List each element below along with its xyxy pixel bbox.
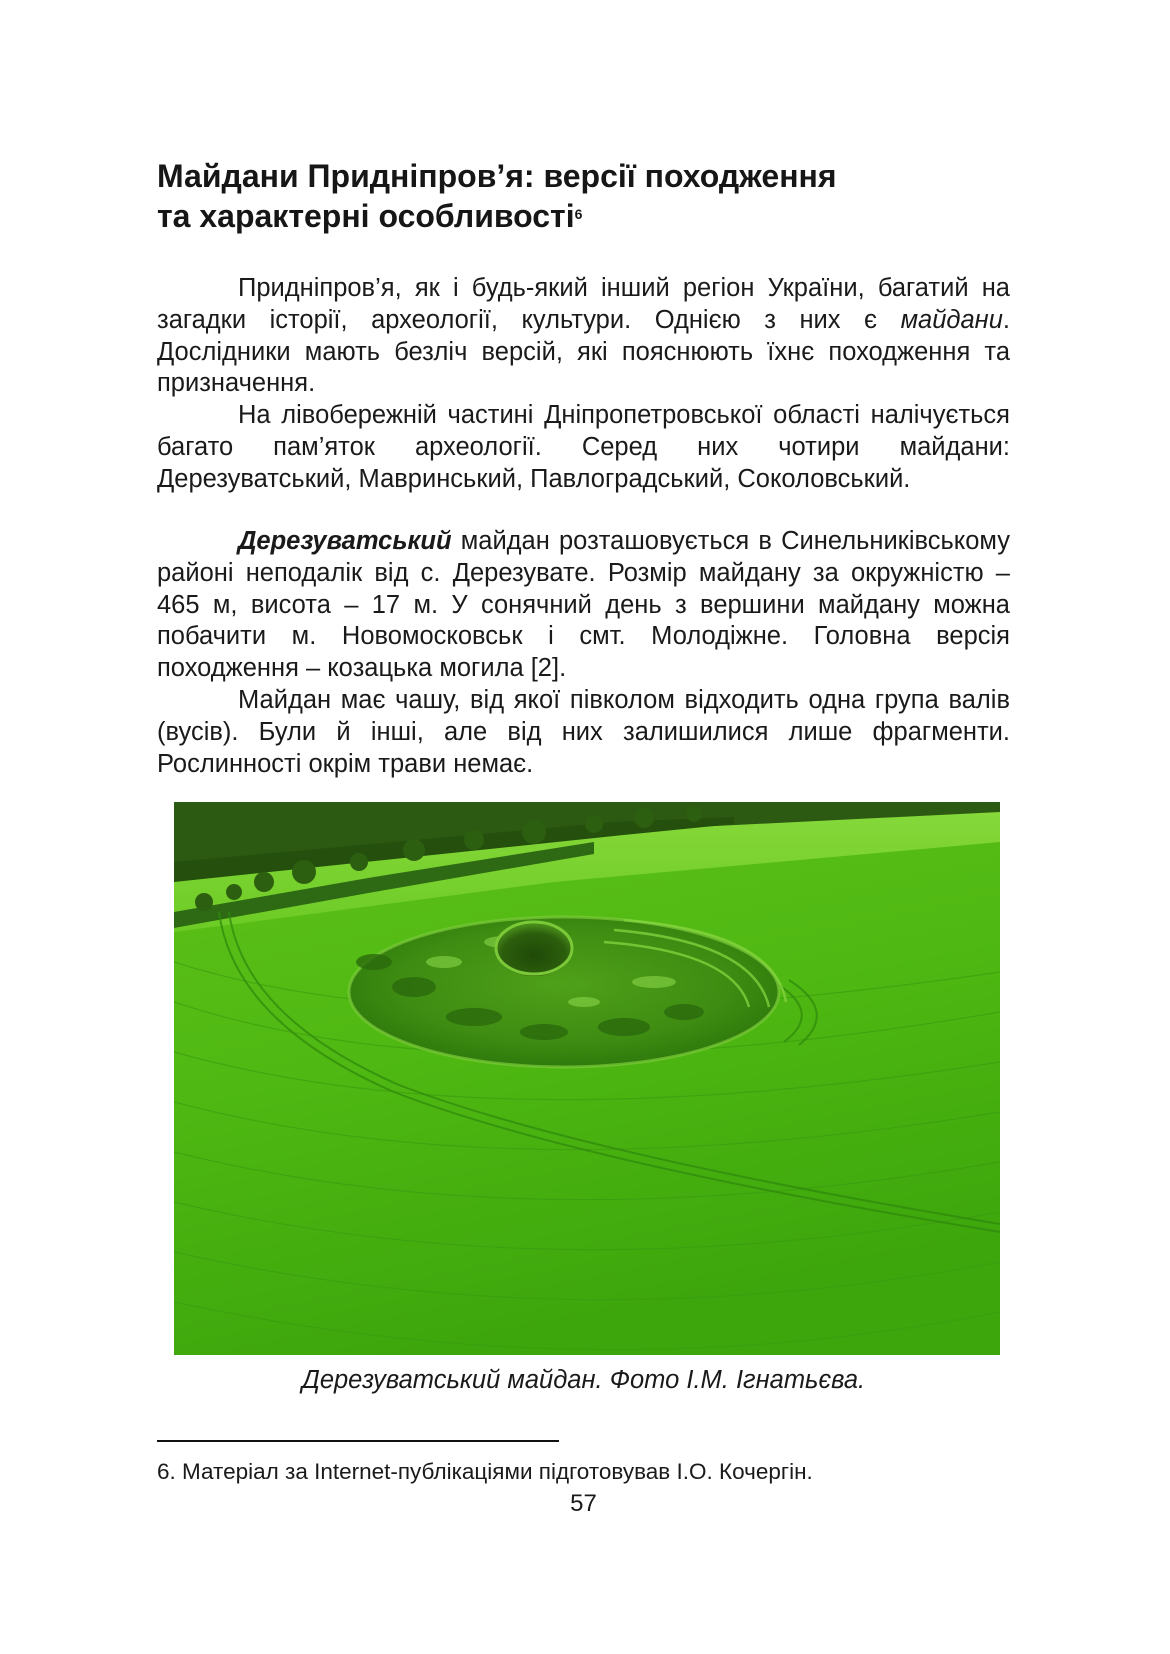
intro-block <box>157 273 1010 496</box>
title-footnote-ref: 6 <box>574 206 583 222</box>
section-term: Дерезуватський <box>238 527 452 555</box>
emphasis-maidany: майдани <box>900 305 1003 334</box>
section-paragraph-1: Дерезуватський майдан розташовується в Синельниківському районі неподалік від с. Дерезувате. Розмір майдану за окружністю – 465 м, висота – 17 м. У сонячний день з вершини майдану можна побачити м. Новомосковськ і смт. Молодіжне. Головна версія походження – козацька могила [2]. <box>157 527 1010 683</box>
photo-caption: Дерезуватський майдан. Фото І.М. Ігнатьєва. <box>301 1366 866 1394</box>
intro-paragraph-2: На лівобережній частині Дніпропетровської області налічується багато пам’яток археології. Серед них чотири майдани: Дерезуватський, Мавринський, Павлоградський, Соколовський. <box>157 401 1010 493</box>
footnote: 6. Матеріал за Internet-публікаціями підготовував І.О. Кочергін. <box>157 1459 813 1484</box>
intro-paragraph-1: Придніпров’я, як і будь-який інший регіон України, багатий на загадки історії, археології, культури. Однією з них є майдани. Дослідники мають безліч версій, які пояснюють їхнє походження та призначення. <box>157 274 1010 398</box>
page-number: 57 <box>570 1490 597 1517</box>
dereznuvatskyi-section <box>157 526 1010 780</box>
maidan-aerial-photo <box>174 802 1000 1355</box>
section-paragraph-2: Майдан має чашу, від якої півколом відходить одна група валів (вусів). Були й інші, але від них залишилися лише фрагменти. Рослинності окрім трави немає. <box>157 685 1010 778</box>
footnote-divider <box>157 1440 559 1442</box>
page-title <box>157 156 1057 236</box>
title-line-2: та характерні особливості <box>157 198 575 234</box>
title-line-1: Майдани Придніпров’я: версії походження <box>157 158 837 194</box>
